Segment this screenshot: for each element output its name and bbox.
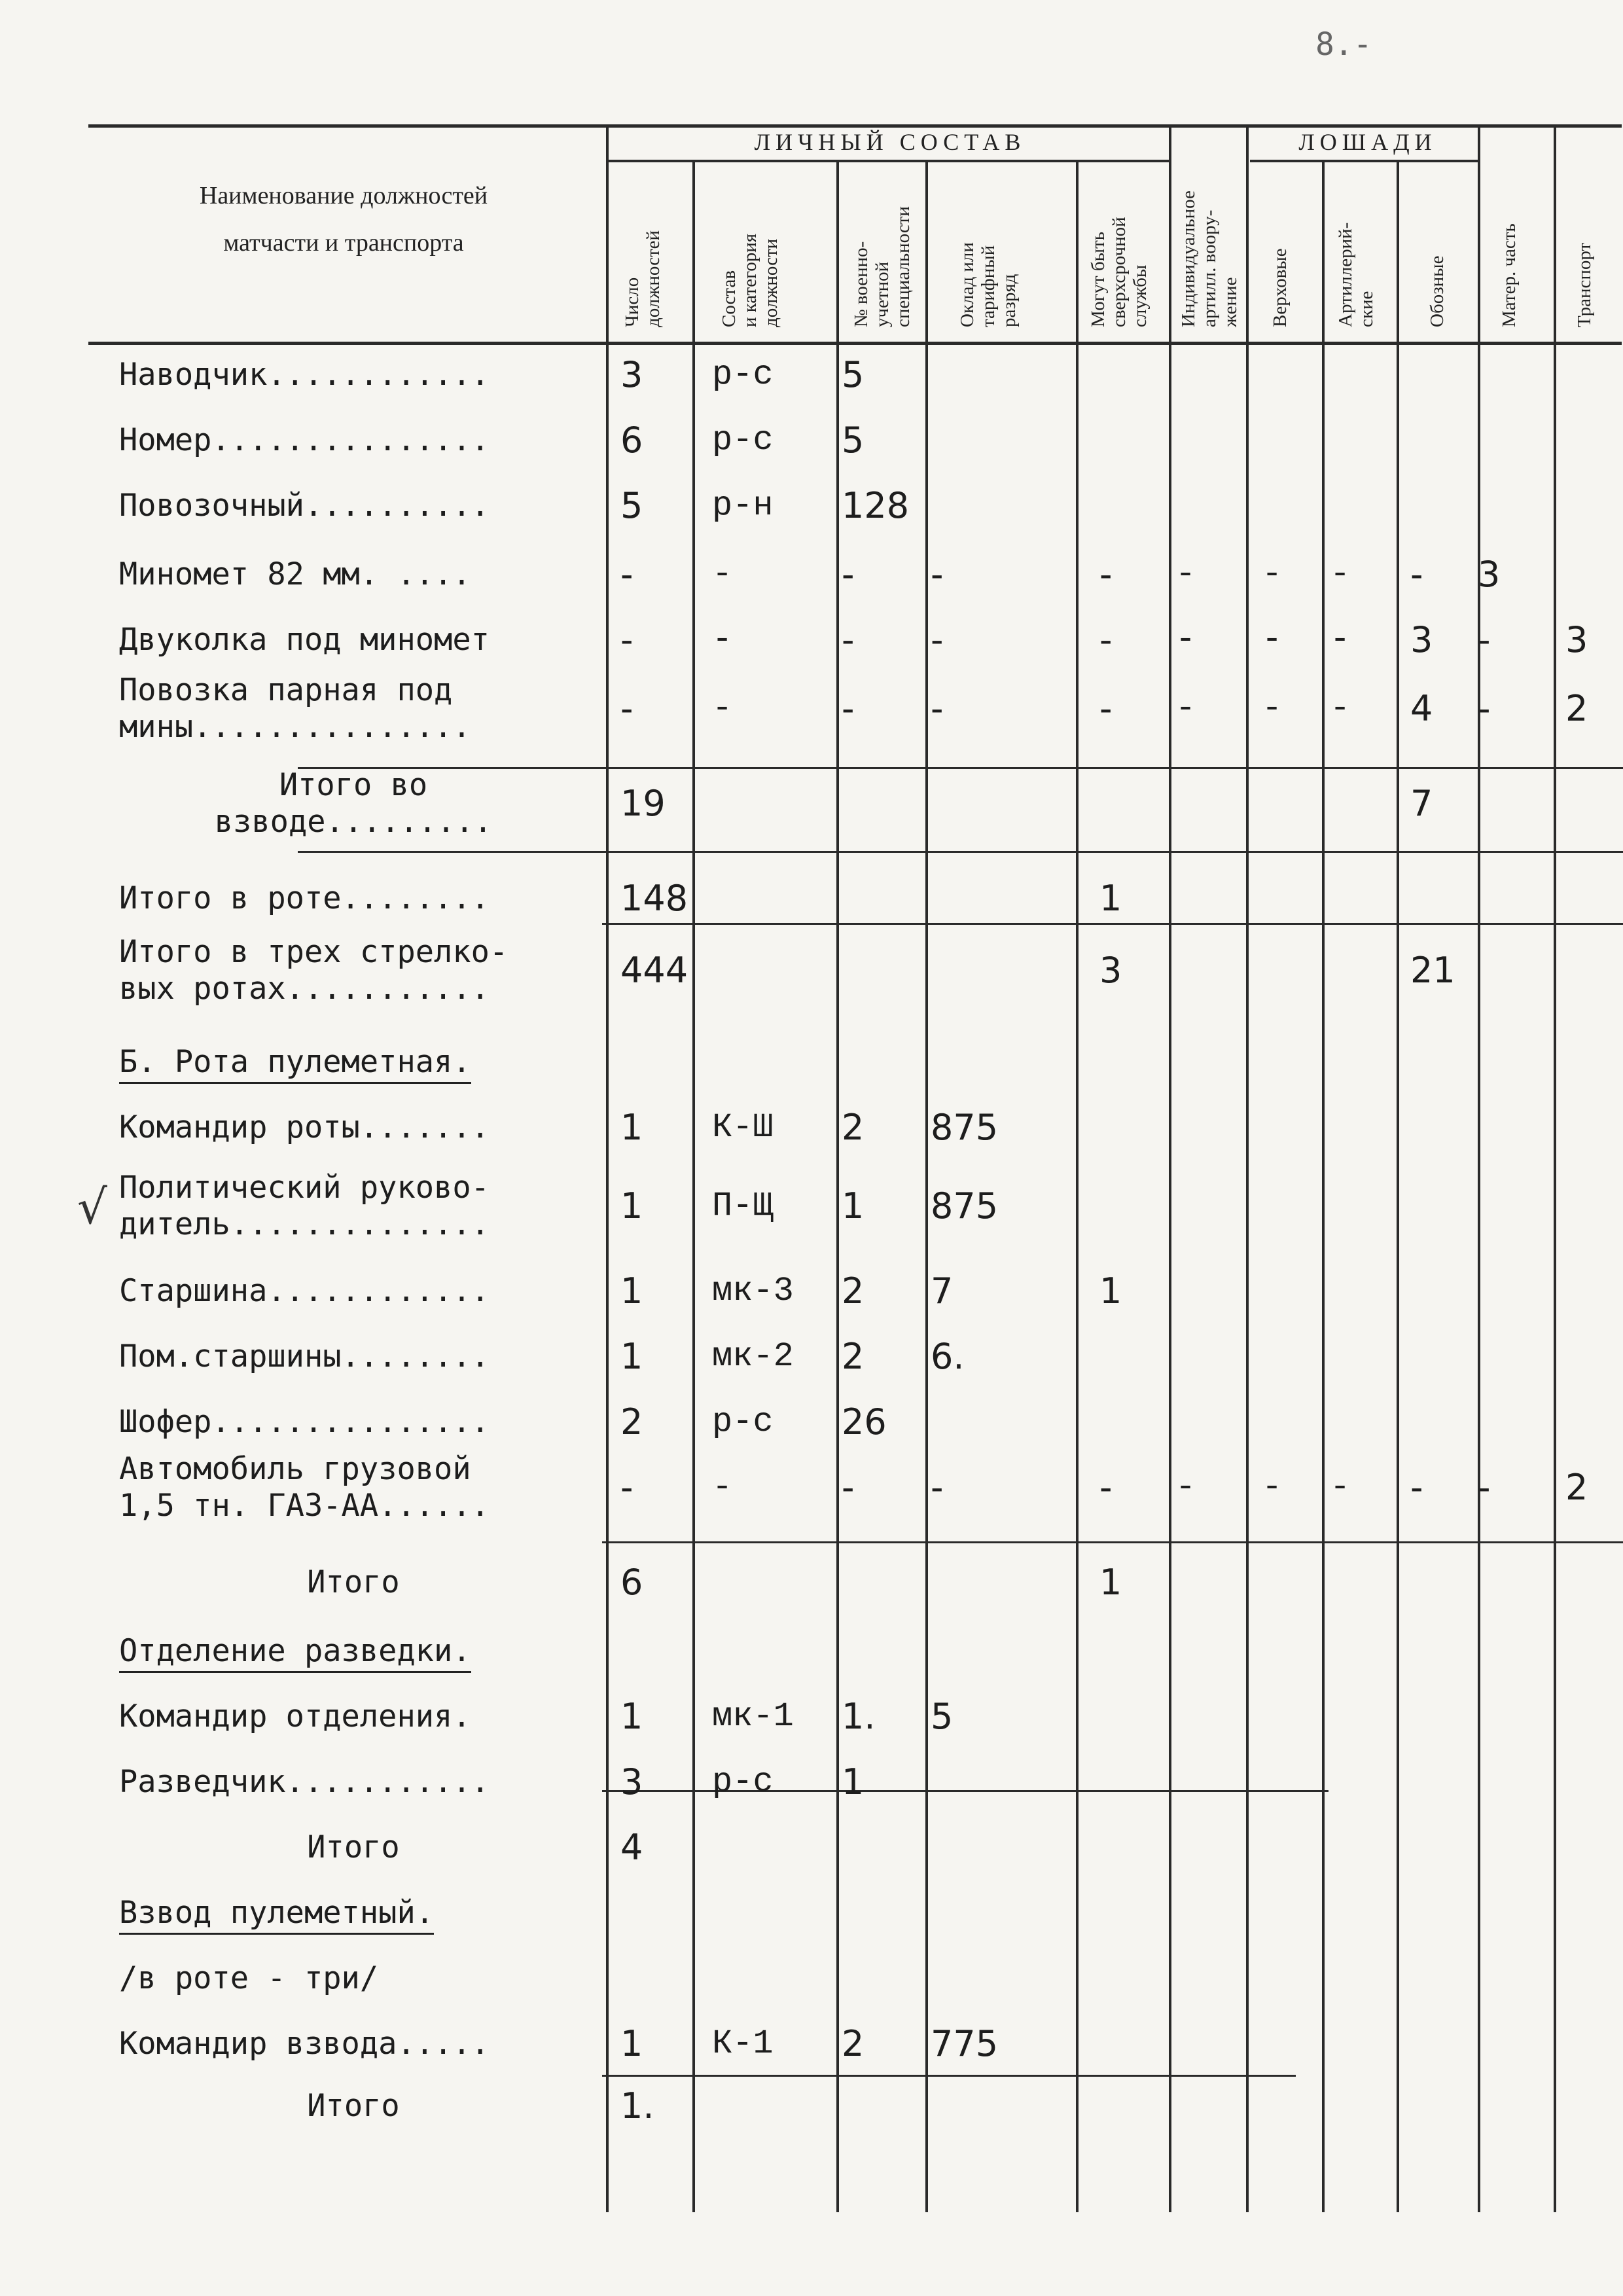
rule-column-10: [1478, 124, 1480, 2212]
cell-pay: 6.: [931, 1336, 965, 1377]
cell-count: 19: [620, 783, 666, 824]
row-label: Номер...............: [119, 422, 490, 458]
cell-cat: -: [712, 620, 733, 659]
cell-mat: 3: [1478, 554, 1501, 595]
rule-section-5: [602, 1790, 1329, 1792]
row-label: Пом.старшины........: [119, 1338, 490, 1374]
rule-column-3: [836, 160, 839, 2212]
cell-pay: 5: [931, 1696, 954, 1737]
cell-vus: 128: [842, 485, 910, 526]
row-label: Итого в роте........: [119, 880, 490, 916]
cell-count: 1: [620, 1185, 643, 1227]
cell-vus: 2: [842, 1107, 865, 1148]
column-header-3-text: № военно- учетной специальности: [851, 206, 914, 327]
row-label: Старшина............: [119, 1273, 490, 1309]
cell-arm: -: [1175, 620, 1196, 659]
cell-arm: -: [1175, 1468, 1196, 1507]
row-label: Повозочный..........: [119, 488, 490, 524]
cell-pay: 875: [931, 1185, 999, 1227]
cell-vus: 1.: [842, 1696, 876, 1737]
cell-riding: -: [1262, 620, 1283, 659]
rule-column-2: [692, 160, 695, 2212]
cell-count: 3: [620, 1761, 643, 1803]
cell-pay: 7: [931, 1270, 954, 1312]
column-header-9-text: Обозные: [1427, 255, 1448, 327]
cell-pay: -: [931, 619, 944, 660]
check-mark-icon: √: [77, 1179, 107, 1234]
cell-pay: -: [931, 688, 944, 729]
cell-count: 1: [620, 1270, 643, 1312]
row-label: Командир взвода.....: [119, 2026, 490, 2062]
column-header-8-text: Артиллерий- ские: [1335, 222, 1377, 327]
column-header-10-text: Матер. часть: [1499, 223, 1520, 327]
row-label: Итого во взводе.........: [214, 767, 493, 840]
cell-vus: 5: [842, 420, 865, 461]
group-header-horses: ЛОШАДИ: [1298, 129, 1437, 155]
cell-mat: -: [1478, 1467, 1491, 1508]
cell-extra: 1: [1099, 1270, 1122, 1312]
cell-art: -: [1330, 1468, 1351, 1507]
cell-pay: 775: [931, 2023, 999, 2064]
cell-count: 3: [620, 354, 643, 395]
cell-wagon: 21: [1410, 950, 1455, 991]
column-header-1-text: Число должностей: [622, 230, 664, 327]
row-label: Командир отделения.: [119, 1698, 471, 1734]
row-label: Б. Рота пулеметная.: [119, 1044, 471, 1084]
cell-pay: -: [931, 1467, 944, 1508]
cell-cat: р-н: [712, 486, 774, 525]
column-header-5-text: Могут быть сверхсрочной службы: [1088, 217, 1150, 327]
cell-riding: -: [1262, 689, 1283, 728]
rule-column-11: [1554, 124, 1556, 2212]
cell-vus: 2: [842, 1270, 865, 1312]
cell-riding: -: [1262, 555, 1283, 594]
cell-vus: -: [842, 619, 855, 660]
cell-wagon: 7: [1410, 783, 1433, 824]
cell-mat: -: [1478, 688, 1491, 729]
row-label: Итого: [307, 1829, 400, 1865]
cell-cat: р-с: [712, 355, 774, 394]
cell-vus: 5: [842, 354, 865, 395]
cell-count: 2: [620, 1401, 643, 1443]
cell-count: -: [620, 1467, 633, 1508]
row-label: Миномет 82 мм. ....: [119, 556, 471, 592]
row-label: Отделение разведки.: [119, 1633, 471, 1673]
cell-wagon: 3: [1410, 619, 1433, 660]
cell-count: 1: [620, 1336, 643, 1377]
cell-cat: р-с: [712, 1403, 774, 1441]
cell-cat: мк-3: [712, 1272, 794, 1310]
rule-column-7: [1246, 124, 1249, 2212]
cell-arm: -: [1175, 555, 1196, 594]
row-label: Шофер...............: [119, 1404, 490, 1440]
cell-cat: -: [712, 689, 733, 728]
row-label: Политический руково- дитель..............: [119, 1170, 490, 1242]
cell-count: -: [620, 619, 633, 660]
column-header-2-text: Состав и категория должности: [719, 233, 781, 327]
cell-wagon: -: [1410, 554, 1423, 595]
cell-count: 444: [620, 950, 688, 991]
row-label: Итого: [307, 2088, 400, 2124]
cell-vus: -: [842, 554, 855, 595]
row-label: Взвод пулеметный.: [119, 1895, 434, 1935]
cell-art: -: [1330, 620, 1351, 659]
column-header-name: [92, 183, 596, 255]
rule-column-6: [1169, 124, 1171, 2212]
cell-mat: -: [1478, 619, 1491, 660]
cell-count: 6: [620, 420, 643, 461]
cell-vus: 1: [842, 1185, 865, 1227]
cell-cat: мк-2: [712, 1337, 794, 1376]
rule-column-4: [925, 160, 928, 2212]
cell-count: 1: [620, 1696, 643, 1737]
cell-wagon: -: [1410, 1467, 1423, 1508]
row-label: /в роте - три/: [119, 1960, 379, 1996]
row-label: Автомобиль грузовой 1,5 тн. ГАЗ-АА......: [119, 1451, 490, 1524]
cell-cat: К-1: [712, 2024, 774, 2063]
rule-header-bottom: [88, 342, 1622, 345]
cell-extra: -: [1099, 619, 1113, 660]
cell-cat: р-с: [712, 421, 774, 459]
cell-extra: 3: [1099, 950, 1122, 991]
cell-vus: 26: [842, 1401, 887, 1443]
cell-trans: 2: [1565, 688, 1588, 729]
cell-count: 6: [620, 1562, 643, 1603]
cell-extra: -: [1099, 554, 1113, 595]
cell-cat: К-Ш: [712, 1108, 774, 1147]
rule-group-horses: [1250, 160, 1480, 162]
cell-cat: -: [712, 1468, 733, 1507]
row-label: Итого: [307, 1564, 400, 1600]
cell-count: -: [620, 554, 633, 595]
cell-arm: -: [1175, 689, 1196, 728]
cell-count: 1.: [620, 2085, 654, 2126]
page-number: 8.-: [1315, 26, 1372, 63]
rule-column-5: [1076, 160, 1079, 2212]
cell-vus: -: [842, 1467, 855, 1508]
cell-vus: 2: [842, 1336, 865, 1377]
cell-vus: -: [842, 688, 855, 729]
column-header-11-text: Транспорт: [1574, 242, 1595, 327]
cell-art: -: [1330, 555, 1351, 594]
rule-section-3: [602, 923, 1623, 925]
cell-cat: р-с: [712, 1763, 774, 1801]
cell-count: 1: [620, 1107, 643, 1148]
cell-pay: -: [931, 554, 944, 595]
cell-count: 4: [620, 1827, 643, 1868]
row-label: Итого в трех стрелко- вых ротах...........: [119, 934, 508, 1007]
column-header-7-text: Верховые: [1270, 248, 1291, 327]
column-header-name-line-1: Наименование должностей: [199, 182, 488, 209]
column-header-6-text: Индивидуальное артилл. воору- жение: [1178, 190, 1241, 327]
cell-count: -: [620, 688, 633, 729]
cell-extra: -: [1099, 1467, 1113, 1508]
cell-riding: -: [1262, 1468, 1283, 1507]
row-label: Наводчик............: [119, 357, 490, 393]
row-label: Разведчик...........: [119, 1764, 490, 1800]
cell-count: 5: [620, 485, 643, 526]
rule-column-9: [1397, 160, 1399, 2212]
cell-cat: П-Щ: [712, 1187, 774, 1225]
row-label: Двуколка под миномет: [119, 622, 490, 658]
cell-extra: 1: [1099, 878, 1122, 919]
rule-column-8: [1322, 160, 1325, 2212]
rule-section-6: [602, 2075, 1296, 2077]
rule-section-4: [602, 1541, 1623, 1543]
row-label: Повозка парная под мины...............: [119, 672, 471, 745]
cell-cat: мк-1: [712, 1697, 794, 1736]
cell-cat: -: [712, 555, 733, 594]
rule-section-2: [298, 851, 1623, 853]
cell-extra: 1: [1099, 1562, 1122, 1603]
cell-trans: 2: [1565, 1467, 1588, 1508]
column-header-name-line-2: матчасти и транспорта: [223, 229, 464, 257]
cell-wagon: 4: [1410, 688, 1433, 729]
cell-vus: 1: [842, 1761, 865, 1803]
rule-top: [88, 124, 1622, 128]
cell-count: 1: [620, 2023, 643, 2064]
cell-pay: 875: [931, 1107, 999, 1148]
cell-extra: -: [1099, 688, 1113, 729]
column-header-4-text: Оклад или тарифный разряд: [957, 242, 1020, 327]
cell-art: -: [1330, 689, 1351, 728]
rule-column-1: [606, 124, 609, 2212]
row-label: Командир роты.......: [119, 1109, 490, 1145]
cell-trans: 3: [1565, 619, 1588, 660]
group-header-personnel: ЛИЧНЫЙ СОСТАВ: [754, 129, 1026, 155]
cell-vus: 2: [842, 2023, 865, 2064]
cell-count: 148: [620, 878, 688, 919]
